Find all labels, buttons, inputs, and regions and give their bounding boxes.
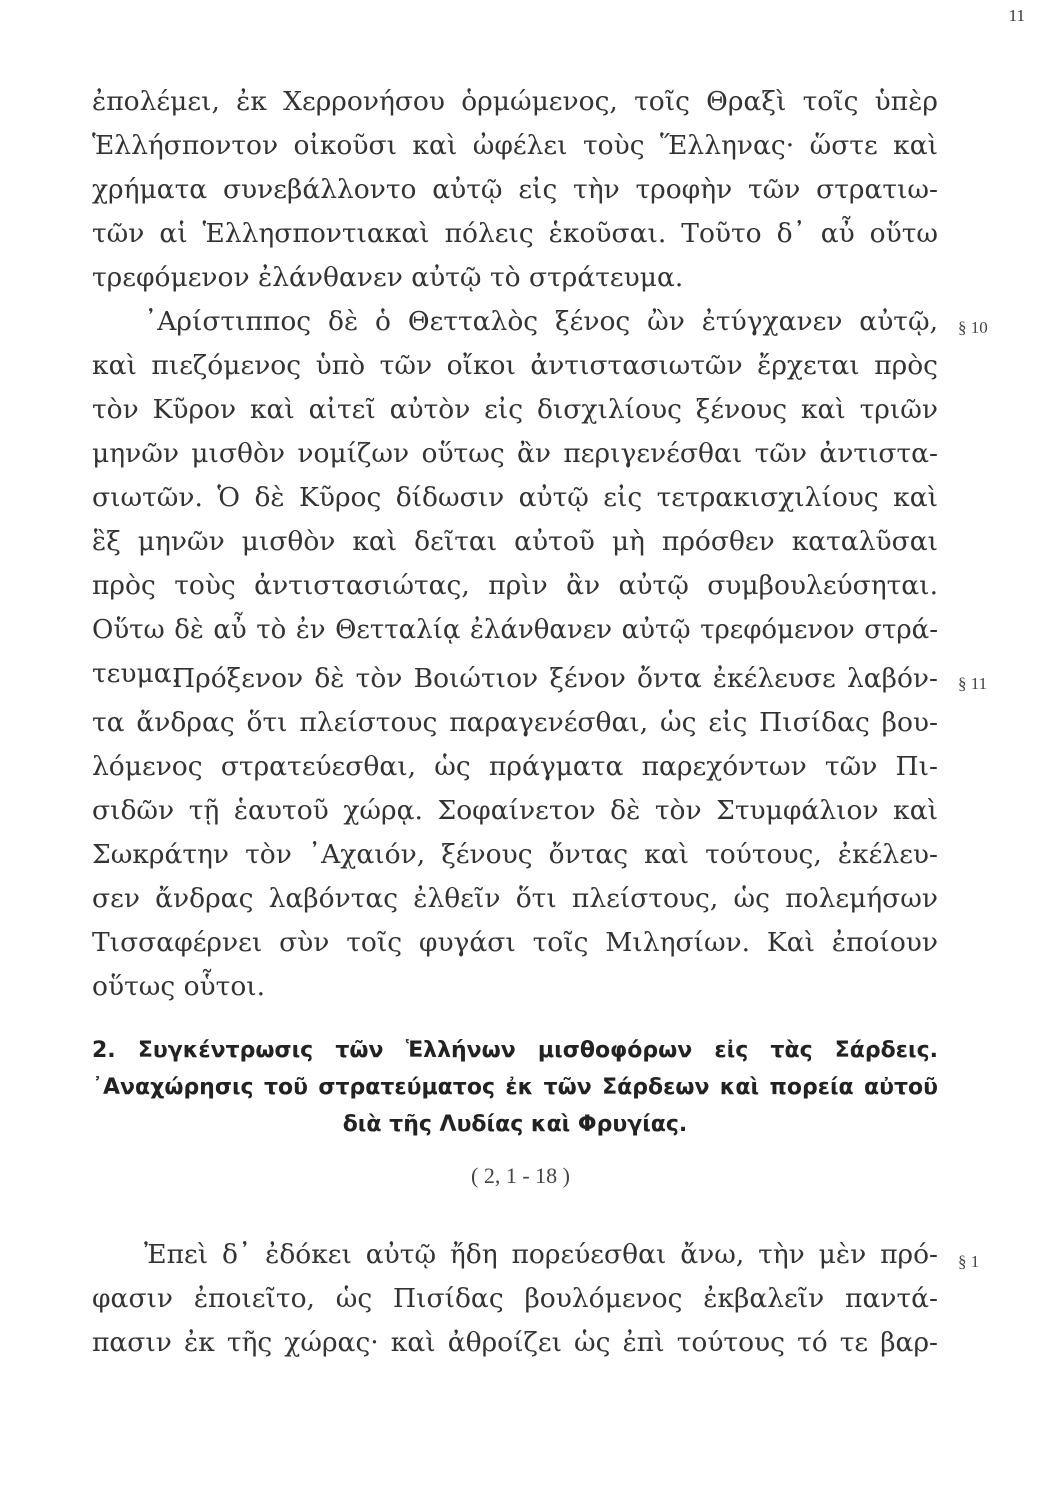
text-line: λόμενος στρατεύεσθαι, ὡς πράγματα παρεχόντων τῶν Πι- (92, 751, 938, 782)
text-line: σεν ἄνδρας λαβόντας ἐλθεῖν ὅτι πλείστους, ὡς πολεμήσων (92, 883, 938, 914)
text-line: ᾿Αρίστιππος δὲ ὁ Θετταλὸς ξένος ὢν ἐτύγχανεν αὐτῷ, (144, 306, 938, 337)
paragraph-1 (92, 80, 938, 300)
text-line: τρεφόμενον ἐλάνθανεν αὐτῷ τὸ στράτευμα. (92, 262, 684, 293)
text-line: φασιν ἐποιεῖτο, ὡς Πισίδας βουλόμενος ἐκβαλεῖν παντά- (92, 1283, 938, 1314)
passage-reference: ( 2, 1 - 18 ) (471, 1163, 570, 1188)
heading-line: 2. Συγκέντρωσις τῶν Ἑλλήνων μισθοφόρων εἰς τὰς Σάρδεις. (92, 1038, 938, 1063)
text-line: τευμα. (92, 658, 181, 689)
text-line: σιωτῶν. Ὁ δὲ Κῦρος δίδωσιν αὐτῷ εἰς τετρακισχιλίους καὶ (92, 482, 938, 513)
page-number: 11 (1008, 6, 1025, 25)
text-line: τῶν αἱ Ἑλλησποντιακαὶ πόλεις ἑκοῦσαι. Τοῦτο δ᾽ αὖ οὕτω (92, 218, 938, 249)
text-line: σιδῶν τῇ ἑαυτοῦ χώρᾳ. Σοφαίνετον δὲ τὸν Στυμφάλιον καὶ (92, 795, 938, 826)
paragraph-3 (92, 657, 938, 1009)
section-heading (92, 1032, 938, 1143)
section-mark-1: § 1 (958, 1252, 980, 1271)
text-line: οὕτως οὗτοι. (92, 971, 266, 1002)
text-line: μηνῶν μισθὸν νομίζων οὕτως ἂν περιγενέσθαι τῶν ἀντιστα- (92, 438, 938, 469)
text-line: ἓξ μηνῶν μισθὸν καὶ δεῖται αὐτοῦ μὴ πρόσθεν καταλῦσαι (92, 526, 938, 557)
text-line: Ἑλλήσποντον οἰκοῦσι καὶ ὠφέλει τοὺς Ἕλληνας· ὥστε καὶ (92, 130, 938, 161)
text-line: τα ἄνδρας ὅτι πλείστους παραγενέσθαι, ὡς εἰς Πισίδας βου- (92, 707, 938, 738)
text-line: πρὸς τοὺς ἀντιστασιώτας, πρὶν ἂν αὐτῷ συμβουλεύσηται. (92, 570, 938, 601)
text-line: Τισσαφέρνει σὺν τοῖς φυγάσι τοῖς Μιλησίων. Καὶ ἐποίουν (92, 927, 938, 958)
section-mark-11: § 11 (958, 674, 988, 693)
text-line: χρήματα συνεβάλλοντο αὐτῷ εἰς τὴν τροφὴν τῶν στρατιω- (92, 174, 938, 205)
paragraph-4 (92, 1233, 938, 1365)
text-line: καὶ πιεζόμενος ὑπὸ τῶν οἴκοι ἀντιστασιωτῶν ἔρχεται πρὸς (92, 350, 938, 381)
text-line: Πρόξενον δὲ τὸν Βοιώτιον ξένον ὄντα ἐκέλευσε λαβόν- (172, 663, 938, 694)
section-mark-10: § 10 (958, 318, 988, 337)
text-line: ἐπολέμει, ἐκ Χερρονήσου ὁρμώμενος, τοῖς Θραξὶ τοῖς ὑπὲρ (92, 86, 938, 117)
heading-line: ᾿Αναχώρησις τοῦ στρατεύματος ἐκ τῶν Σάρδεων καὶ πορεία αὐτοῦ (92, 1075, 938, 1100)
text-line: Σωκράτην τὸν ᾿Αχαιόν, ξένους ὄντας καὶ τούτους, ἐκέλευ- (92, 839, 938, 870)
text-line: πασιν ἐκ τῆς χώρας· καὶ ἀθροίζει ὡς ἐπὶ τούτους τό τε βαρ- (92, 1327, 938, 1358)
text-line: Οὕτω δὲ αὖ τὸ ἐν Θετταλίᾳ ἐλάνθανεν αὐτῷ τρεφόμενον στρά- (92, 615, 938, 645)
text-line: Ἐπεὶ δ᾽ ἐδόκει αὐτῷ ἤδη πορεύεσθαι ἄνω, τὴν μὲν πρό- (144, 1239, 938, 1270)
heading-line: διὰ τῆς Λυδίας καὶ Φρυγίας. (342, 1112, 688, 1137)
text-line: τὸν Κῦρον καὶ αἰτεῖ αὐτὸν εἰς δισχιλίους ξένους καὶ τριῶν (92, 394, 938, 425)
paragraph-2 (92, 300, 938, 696)
